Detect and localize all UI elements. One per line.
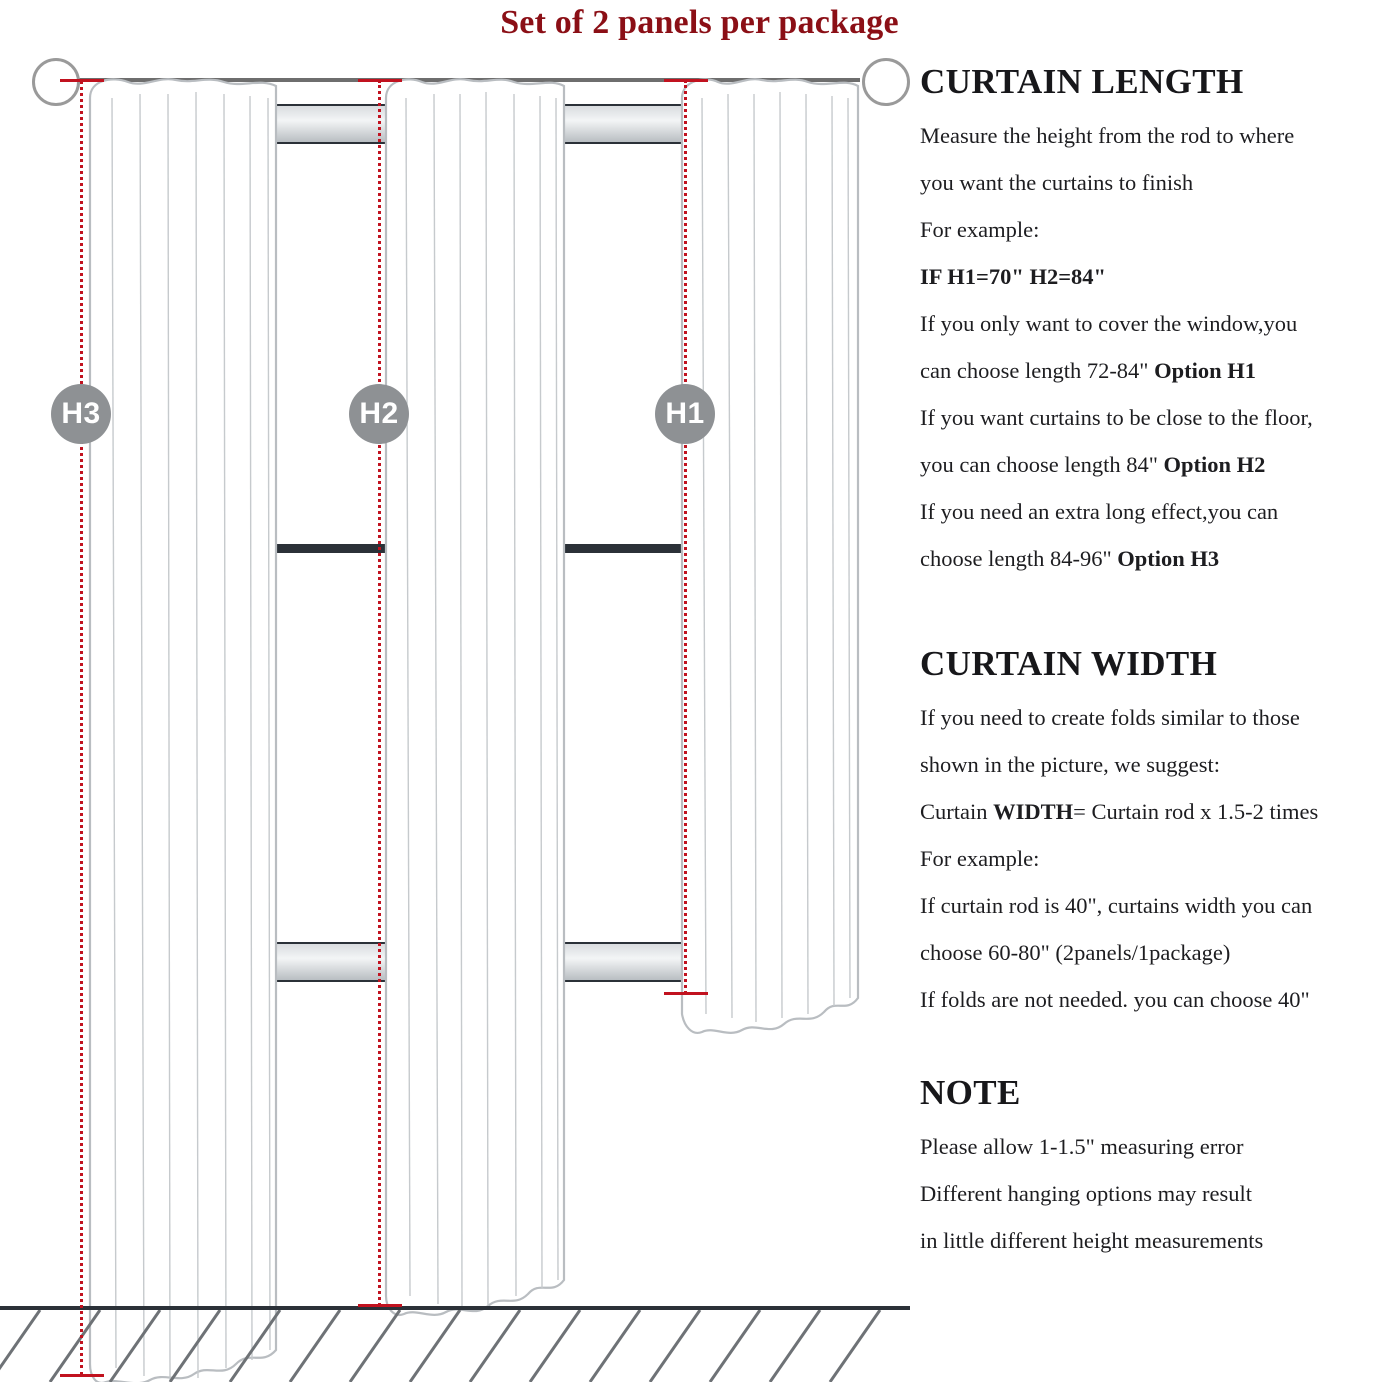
text-line <box>920 206 1390 253</box>
text-line <box>920 300 1390 347</box>
badge-h1 <box>655 384 715 444</box>
text-span: in little different height measurements <box>920 1228 1264 1253</box>
text-line-option-h3 <box>920 535 1390 582</box>
text-span: For example: <box>920 846 1040 871</box>
text-span: can choose length 72-84" <box>920 358 1155 383</box>
text-span: If curtain rod is 40", curtains width you can <box>920 893 1313 918</box>
text-span: Measure the height from the rod to where <box>920 123 1295 148</box>
text-span: choose length 84-96" <box>920 546 1118 571</box>
badge-h2-label: H2 <box>359 397 399 430</box>
text-span: If you need to create folds similar to those <box>920 705 1300 730</box>
text-line <box>920 741 1390 788</box>
text-line <box>920 929 1390 976</box>
curtain-panel-h2 <box>380 68 580 1324</box>
text-line <box>920 835 1390 882</box>
text-span: If you want curtains to be close to the floor, <box>920 405 1313 430</box>
text-line <box>920 112 1390 159</box>
text-line <box>920 394 1390 441</box>
text-line-width-formula <box>920 788 1390 835</box>
text-line <box>920 694 1390 741</box>
text-line <box>920 488 1390 535</box>
text-span: For example: <box>920 217 1040 242</box>
measure-cap-h1-bottom <box>664 992 708 995</box>
text-span: Curtain <box>920 799 994 824</box>
measure-line-h2 <box>378 80 381 1306</box>
curtain-diagram <box>0 44 910 1382</box>
text-span: shown in the picture, we suggest: <box>920 752 1220 777</box>
curtain-rod-finial-left <box>32 58 80 106</box>
floor-hatching <box>0 1310 910 1382</box>
section-heading-note: NOTE <box>920 1073 1021 1112</box>
text-span: = Curtain rod x 1.5-2 times <box>1073 799 1319 824</box>
measure-line-h3 <box>80 80 83 1376</box>
measure-cap-h2-bottom <box>358 1304 402 1307</box>
measure-cap-h1-top <box>664 79 708 82</box>
section-heading-curtain-length: CURTAIN LENGTH <box>920 62 1244 101</box>
text-span-bold: WIDTH <box>993 799 1074 824</box>
text-span: you can choose length 84" <box>920 452 1164 477</box>
text-span: Different hanging options may result <box>920 1181 1253 1206</box>
measure-cap-h3-top <box>60 79 104 82</box>
text-line <box>920 882 1390 929</box>
text-line <box>920 1123 1390 1170</box>
section-spacer <box>920 592 1390 644</box>
text-line-option-h2 <box>920 441 1390 488</box>
badge-h1-label: H1 <box>665 397 705 430</box>
text-span-bold: Option H3 <box>1117 546 1220 571</box>
measure-cap-h2-top <box>358 79 402 82</box>
section-spacer <box>920 1033 1390 1073</box>
text-span: Please allow 1-1.5" measuring error <box>920 1134 1244 1159</box>
text-span-bold: IF H1=70" H2=84" <box>920 264 1107 289</box>
section-heading-curtain-width: CURTAIN WIDTH <box>920 644 1218 683</box>
text-span: If folds are not needed. you can choose 40" <box>920 987 1310 1012</box>
curtain-panel-h3 <box>84 68 294 1382</box>
text-line <box>920 1170 1390 1217</box>
section-note <box>920 1073 1390 1264</box>
text-line <box>920 976 1390 1023</box>
badge-h3-label: H3 <box>61 397 101 430</box>
text-span-bold: Option H1 <box>1154 358 1257 383</box>
curtain-panel-h1 <box>676 68 876 1048</box>
text-line-example-values <box>920 253 1390 300</box>
section-curtain-width <box>920 644 1390 1023</box>
instructions-column <box>920 62 1390 1274</box>
measure-cap-h3-bottom <box>60 1374 104 1377</box>
measure-line-h1 <box>684 80 687 994</box>
badge-h3 <box>51 384 111 444</box>
text-line <box>920 1217 1390 1264</box>
text-span: choose 60-80" (2panels/1package) <box>920 940 1231 965</box>
text-line <box>920 159 1390 206</box>
section-curtain-length <box>920 62 1390 582</box>
text-span: If you only want to cover the window,you <box>920 311 1298 336</box>
text-span: you want the curtains to finish <box>920 170 1194 195</box>
badge-h2 <box>349 384 409 444</box>
text-line-option-h1 <box>920 347 1390 394</box>
page-title: Set of 2 panels per package <box>500 4 899 41</box>
text-span: If you need an extra long effect,you can <box>920 499 1279 524</box>
text-span-bold: Option H2 <box>1163 452 1266 477</box>
